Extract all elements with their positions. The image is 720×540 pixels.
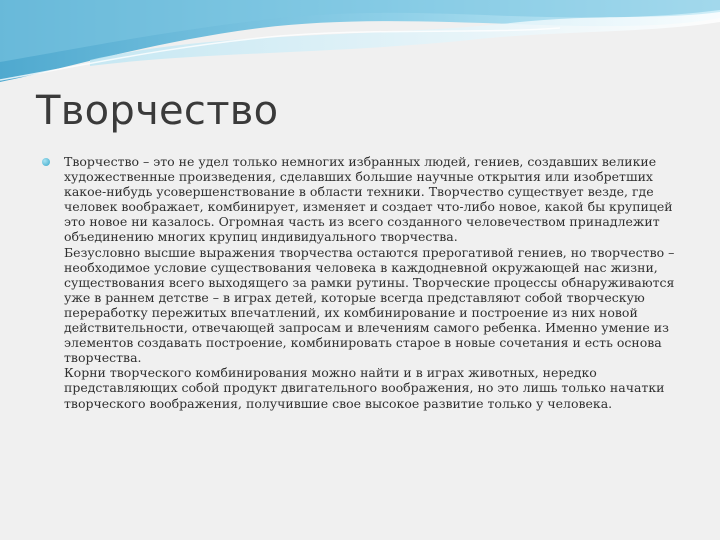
paragraph-3: Корни творческого комбинирования можно найти и в играх животных, нередко представляющих собой продукт двигательного воображения, но это лишь только начатки творческого воображения, получившие свое высокое развитие только у человека.	[64, 365, 665, 411]
body-text	[64, 154, 682, 411]
bullet-item	[42, 154, 682, 411]
decorative-wave-header	[0, 0, 720, 90]
slide-title: Творчество	[36, 88, 279, 134]
bullet-dot-icon	[42, 158, 50, 166]
paragraph-2: Безусловно высшие выражения творчества остаются прерогативой гениев, но творчество – необходимое условие существования человека в каждодневной окружающей нас жизни, существования всего выходящего за рамки рутины. Творческие процессы обнаруживаются уже в раннем детстве – в играх детей, которые всегда представляют собой творческую переработку пережитых впечатлений, их комбинирование и построение из них новой действительности, отвечающей запросам и влечениям самого ребенка. Именно умение из элементов создавать построение, комбинировать старое в новые сочетания и есть основа творчества.	[64, 244, 675, 366]
paragraph-1: Творчество – это не удел только немногих избранных людей, гениев, создавших великие художественные произведения, сделавших большие научные открытия или изобретших какое-нибудь усовершенствование в области техники. Творчество существует везде, где человек воображает, комбинирует, изменяет и создает что-либо новое, какой бы крупицей это новое ни казалось. Огромная часть из всего созданного человечеством принадлежит объединению многих крупиц индивидуального творчества.	[64, 154, 673, 245]
